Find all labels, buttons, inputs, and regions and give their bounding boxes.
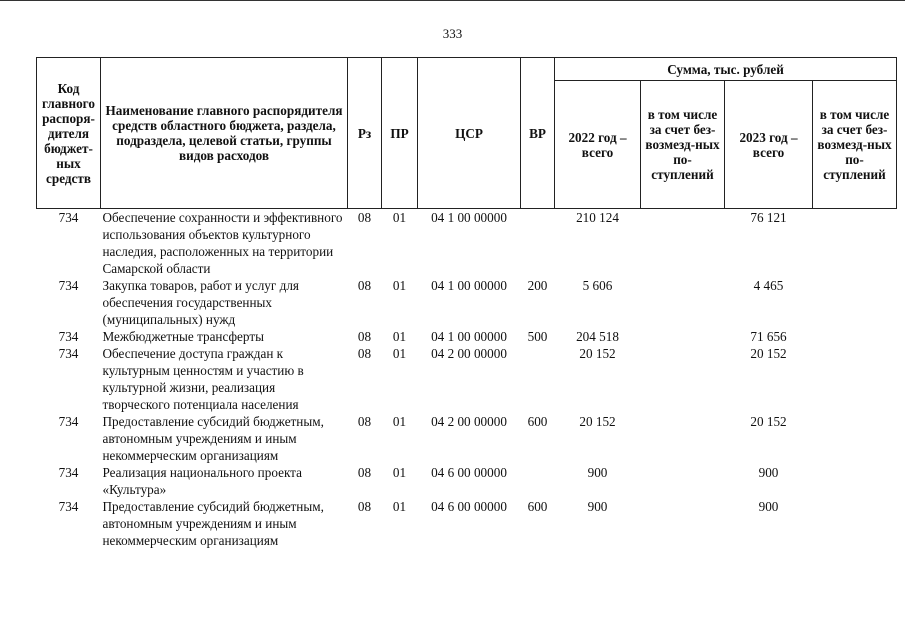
row-2022-free (641, 345, 725, 413)
row-2022-total: 204 518 (576, 329, 619, 344)
row-2023-total: 900 (758, 499, 779, 514)
row-vr (521, 209, 555, 278)
row-vr: 200 (527, 278, 548, 293)
row-csr: 04 1 00 00000 (431, 278, 507, 293)
row-code: 734 (58, 414, 79, 429)
row-2023-total: 71 656 (750, 329, 787, 344)
header-2022-free: в том числе за счет без-возмезд-ных по-ступлений (641, 81, 725, 209)
row-pr: 01 (392, 414, 407, 429)
row-2022-free (641, 209, 725, 278)
row-2022-free (641, 277, 725, 328)
budget-table (36, 57, 897, 549)
row-code: 734 (58, 499, 79, 514)
row-csr: 04 2 00 00000 (431, 414, 507, 429)
row-vr: 500 (527, 329, 548, 344)
header-sum: Сумма, тыс. рублей (555, 58, 897, 81)
table-row (37, 345, 897, 413)
row-2023-free (813, 209, 897, 278)
row-name: Обеспечение сохранности и эффективного использования объектов культурного наследия, расположенных на территории Самарской области (102, 210, 343, 276)
row-rz: 08 (357, 414, 372, 429)
row-code: 734 (58, 346, 79, 361)
row-2023-total: 4 465 (753, 278, 784, 293)
table-row (37, 209, 897, 278)
row-pr: 01 (392, 278, 407, 293)
row-code: 734 (58, 210, 79, 225)
page-number: 333 (442, 26, 463, 41)
row-name: Реализация национального проекта «Культура» (102, 465, 302, 497)
row-name: Предоставление субсидий бюджетным, автономным учреждениям и иным некоммерческим организациям (102, 499, 324, 548)
row-csr: 04 1 00 00000 (431, 329, 507, 344)
row-name: Обеспечение доступа граждан к культурным ценностям и участию в культурной жизни, реализация творческого потенциала населения (102, 346, 304, 412)
row-2023-free (813, 345, 897, 413)
table-row (37, 413, 897, 464)
row-vr: 600 (527, 499, 548, 514)
row-2022-total: 20 152 (579, 346, 616, 361)
row-vr (521, 464, 555, 498)
row-2022-free (641, 464, 725, 498)
row-csr: 04 2 00 00000 (431, 346, 507, 361)
row-vr (521, 345, 555, 413)
row-2022-free (641, 328, 725, 345)
table-row (37, 464, 897, 498)
header-2023-free: в том числе за счет без-возмезд-ных по-ступлений (813, 81, 897, 209)
header-name: Наименование главного распорядителя средств областного бюджета, раздела, подраздела, целевой статьи, группы видов расходов (101, 58, 348, 209)
row-code: 734 (58, 329, 79, 344)
table-row (37, 277, 897, 328)
row-rz: 08 (357, 278, 372, 293)
header-vr: ВР (521, 58, 555, 209)
row-2023-free (813, 413, 897, 464)
row-2023-total: 20 152 (750, 414, 787, 429)
row-2022-free (641, 498, 725, 549)
header-code: Код главного распоря-дителя бюджет-ных средств (37, 58, 101, 209)
top-rule (0, 0, 905, 1)
row-csr: 04 1 00 00000 (431, 210, 507, 225)
row-pr: 01 (392, 465, 407, 480)
table-row (37, 328, 897, 345)
header-2022-total: 2022 год – всего (555, 81, 641, 209)
row-2022-total: 900 (587, 499, 608, 514)
row-2023-total: 900 (758, 465, 779, 480)
row-name: Межбюджетные трансферты (102, 329, 264, 344)
row-2022-total: 900 (587, 465, 608, 480)
row-2023-free (813, 328, 897, 345)
table-header (37, 58, 897, 209)
row-rz: 08 (357, 329, 372, 344)
row-2022-total: 20 152 (579, 414, 616, 429)
row-2023-total: 20 152 (750, 346, 787, 361)
row-2023-free (813, 277, 897, 328)
row-csr: 04 6 00 00000 (431, 499, 507, 514)
row-2023-total: 76 121 (750, 210, 787, 225)
row-rz: 08 (357, 465, 372, 480)
row-pr: 01 (392, 346, 407, 361)
row-csr: 04 6 00 00000 (431, 465, 507, 480)
row-rz: 08 (357, 210, 372, 225)
row-2022-total: 5 606 (582, 278, 613, 293)
header-pr: ПР (382, 58, 418, 209)
row-pr: 01 (392, 499, 407, 514)
row-2022-total: 210 124 (576, 210, 619, 225)
row-name: Предоставление субсидий бюджетным, автономным учреждениям и иным некоммерческим организациям (102, 414, 324, 463)
header-2023-total: 2023 год – всего (725, 81, 813, 209)
row-pr: 01 (392, 329, 407, 344)
row-rz: 08 (357, 346, 372, 361)
header-rz: Рз (348, 58, 382, 209)
row-2022-free (641, 413, 725, 464)
row-code: 734 (58, 465, 79, 480)
row-code: 734 (58, 278, 79, 293)
row-vr: 600 (527, 414, 548, 429)
row-name: Закупка товаров, работ и услуг для обеспечения государственных (муниципальных) нужд (102, 278, 299, 327)
table-row (37, 498, 897, 549)
header-csr: ЦСР (418, 58, 521, 209)
row-rz: 08 (357, 499, 372, 514)
row-2023-free (813, 498, 897, 549)
row-2023-free (813, 464, 897, 498)
table-body (37, 209, 897, 550)
row-pr: 01 (392, 210, 407, 225)
